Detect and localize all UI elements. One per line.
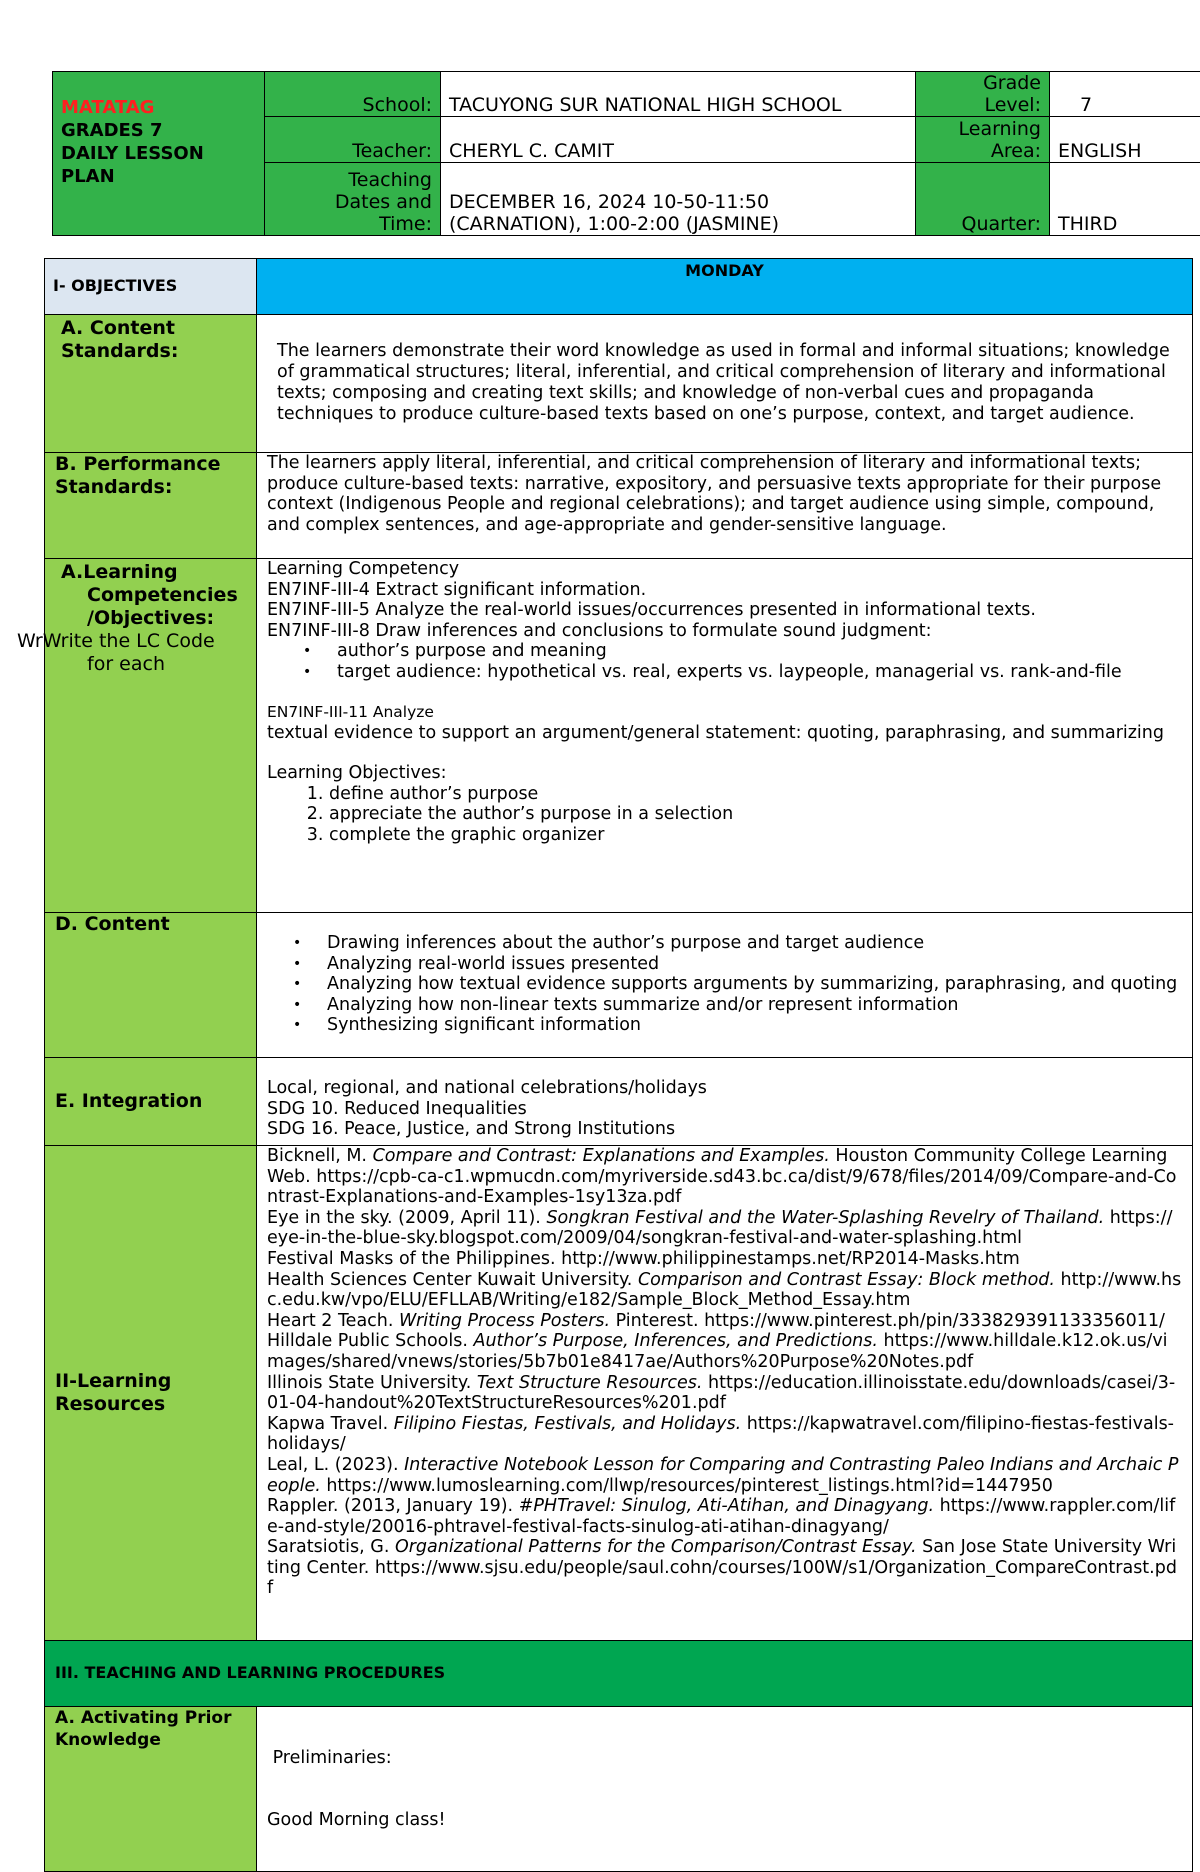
teacher-value: CHERYL C. CAMIT	[441, 117, 916, 163]
reference-item: Hilldale Public Schools. Author’s Purpose, Inferences, and Predictions. https://www.hilldale.k12.ok.us/vimages/shared/vnews/stories/5b7b01e8417ae/Authors%20Purpose%20Notes.pdf	[267, 1331, 1182, 1372]
brand-grade: GRADES 7	[61, 119, 256, 142]
reference-item: Saratsiotis, G. Organizational Patterns for the Comparison/Contrast Essay. San Jose State University Writing Center. https://www.sjsu.edu/people/saul.cohn/courses/100W/s1/Organization_CompareContrast.pdf	[267, 1537, 1182, 1599]
reference-item: Bicknell, M. Compare and Contrast: Explanations and Examples. Houston Community College Learning Web. https://cpb-ca-c1.wpmucdn.com/myriverside.sd43.bc.ca/dist/9/678/files/2014/09/Compare-and-Contrast-Explanations-and-Examples-1sy13za.pdf	[267, 1146, 1182, 1208]
content-standards-label: A. Content Standards:	[45, 315, 257, 453]
competencies-note: WrWrite the LC Code	[17, 630, 256, 653]
integration-label: E. Integration	[45, 1058, 257, 1146]
grade-value: 7	[1050, 72, 1200, 117]
performance-standards-text: The learners apply literal, inferential, and critical comprehension of literary and informational texts; produce culture-based texts: narrative, expository, and persuasive texts appropriate for their purpose context (Indigenous People and regional celebrations); and target audience using simple, compound, and complex sentences, and age-appropriate and gender-sensitive language.	[257, 453, 1193, 559]
lesson-plan-table	[44, 258, 1193, 1872]
teacher-label: Teacher:	[265, 117, 441, 163]
brand-plan: PLAN	[61, 165, 256, 188]
reference-item: Kapwa Travel. Filipino Fiestas, Festivals, and Holidays. https://kapwatravel.com/filipino-fiestas-festivals-holidays/	[267, 1414, 1182, 1455]
reference-item: Leal, L. (2023). Interactive Notebook Lesson for Comparing and Contrasting Paleo Indians and Archaic People. https://www.lumoslearning.com/llwp/resources/pinterest_listings.html?id=1447950	[267, 1455, 1182, 1496]
brand-title: MATATAG	[61, 96, 256, 119]
content-label: D. Content	[45, 913, 257, 1058]
reference-item: Eye in the sky. (2009, April 11). Songkran Festival and the Water-Splashing Revelry of Thailand. https://eye-in-the-blue-sky.blogspot.com/2009/04/songkran-festival-and-water-splashing.html	[267, 1208, 1182, 1249]
area-label: Learning Area:	[916, 117, 1050, 163]
activating-text: Preliminaries: Good Morning class!	[257, 1707, 1193, 1872]
dates-value: DECEMBER 16, 2024 10-50-11:50 (CARNATION), 1:00-2:00 (JASMINE)	[441, 163, 916, 236]
brand-block	[53, 72, 265, 236]
reference-item: Illinois State University. Text Structure Resources. https://education.illinoisstate.edu/downloads/casei/3-01-04-handout%20TextStructureResources%201.pdf	[267, 1373, 1182, 1414]
procedures-heading: III. TEACHING AND LEARNING PROCEDURES	[45, 1641, 1193, 1707]
content-standards-text: The learners demonstrate their word knowledge as used in formal and informal situations; knowledge of grammatical structures; literal, inferential, and critical comprehension of literary and informational texts; composing and creating text skills; and knowledge of non-verbal cues and propaganda techniques to produce culture-based texts based on one’s purpose, context, and target audience.	[257, 315, 1193, 453]
performance-standards-label: B. Performance Standards:	[45, 453, 257, 559]
learning-objectives-list: 1. define author’s purpose 2. appreciate the author’s purpose in a selection 3. complete the graphic organizer	[267, 784, 1182, 846]
reference-item: Heart 2 Teach. Writing Process Posters. Pinterest. https://www.pinterest.ph/pin/333829391133356011/	[267, 1311, 1182, 1332]
brand-dlp: DAILY LESSON	[61, 142, 256, 165]
day-heading: MONDAY	[257, 259, 1193, 315]
quarter-label: Quarter:	[916, 163, 1050, 236]
school-value: TACUYONG SUR NATIONAL HIGH SCHOOL	[441, 72, 916, 117]
reference-item: Rappler. (2013, January 19). #PHTravel: Sinulog, Ati-Atihan, and Dinagyang. https://www.rappler.com/life-and-style/20016-phtravel-festival-facts-sinulog-ati-atihan-dinagyang/	[267, 1496, 1182, 1537]
school-label: School:	[265, 72, 441, 117]
resources-list	[257, 1146, 1193, 1641]
quarter-value: THIRD	[1050, 163, 1200, 236]
competencies-label: A.Learning Competencies /Objectives: WrWrite the LC Code for each	[45, 559, 257, 913]
area-value: ENGLISH	[1050, 117, 1200, 163]
lc-3-bullets: • author’s purpose and meaning • target audience: hypothetical vs. real, experts vs. laypeople, managerial vs. rank-and-file	[267, 641, 1182, 682]
content-list: • Drawing inferences about the author’s purpose and target audience • Analyzing real-world issues presented • Analyzing how textual evidence supports arguments by summarizing, paraphrasing, and quoting • Analyzing how non-linear texts summarize and/or represent information • Synthesizing significant information	[257, 913, 1193, 1058]
integration-list: Local, regional, and national celebrations/holidays SDG 10. Reduced Inequalities SDG 16. Peace, Justice, and Strong Institutions	[257, 1058, 1193, 1146]
dates-label: Teaching Dates and Time:	[265, 163, 441, 236]
competencies-text: Learning Competency EN7INF-III-4 Extract significant information. EN7INF-III-5 Analyze the real-world issues/occurrences presented in informational texts. EN7INF-III-8 Draw inferences and conclusions to formulate sound judgment: • author’s purpose and meaning • target audience: hypothetical vs. real, experts vs. laypeople, managerial vs. rank-and-file EN7INF-III-11 Analyze textual evidence to support an argument/general statement: quoting, paraphrasing, and summarizing Learning Objectives: 1. define author’s purpose 2. appreciate the author’s purpose in a selection 3. complete the graphic organizer	[257, 559, 1193, 913]
reference-item: Festival Masks of the Philippines. http://www.philippinestamps.net/RP2014-Masks.htm	[267, 1249, 1182, 1270]
activating-label: A. Activating Prior Knowledge	[45, 1707, 257, 1872]
resources-label: II-Learning Resources	[45, 1146, 257, 1641]
reference-item: Health Sciences Center Kuwait University. Comparison and Contrast Essay: Block method. http://www.hsc.edu.kw/vpo/ELU/EFLLAB/Writing/e182/Sample_Block_Method_Essay.htm	[267, 1270, 1182, 1311]
objectives-heading: I- OBJECTIVES	[45, 259, 257, 315]
header-table	[52, 71, 1200, 236]
grade-label: Grade Level:	[916, 72, 1050, 117]
